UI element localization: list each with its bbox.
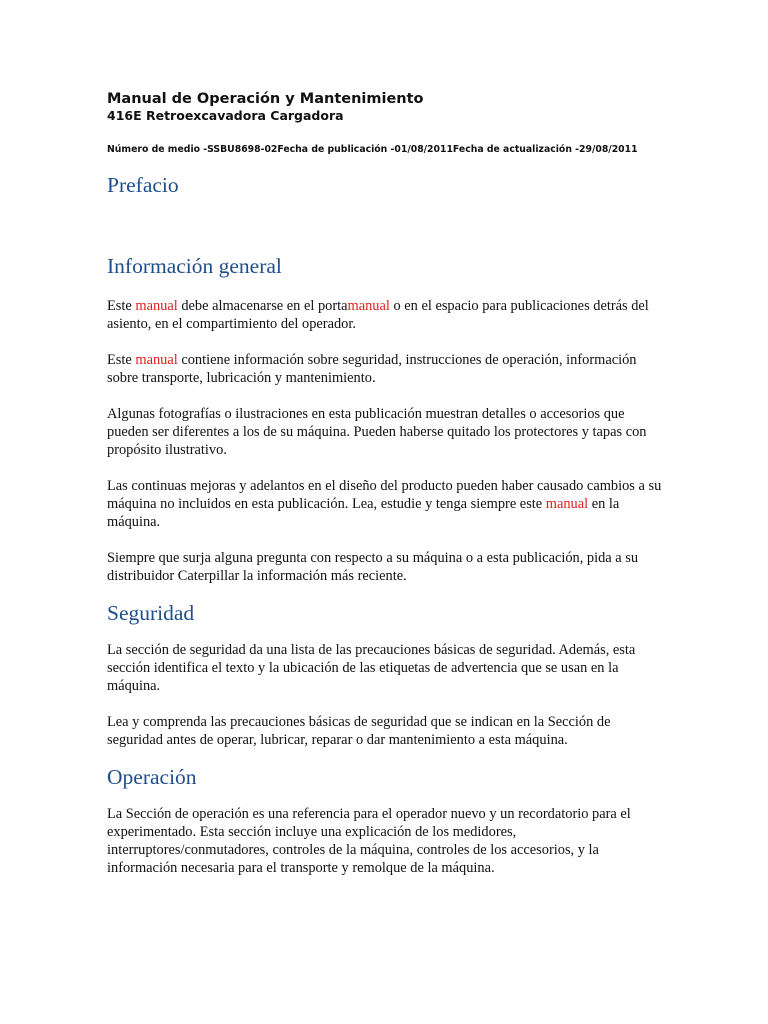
doc-subtitle: 416E Retroexcavadora Cargadora xyxy=(107,108,344,123)
publication-meta: Número de medio -SSBU8698-02Fecha de publicación -01/08/2011Fecha de actualización -29/08/2011 xyxy=(107,144,638,155)
paragraph-seguridad-2: Lea y comprenda las precauciones básicas de seguridad que se indican en la Sección de seguridad antes de operar, lubricar, reparar o dar mantenimiento a esta máquina. xyxy=(107,714,611,748)
paragraph-info-4: Las continuas mejoras y adelantos en el diseño del producto pueden haber causado cambios a su máquina no incluidos en esta publicación. Lea, estudie y tenga siempre este manual en la máquina. xyxy=(107,478,662,530)
manual-link[interactable]: manual xyxy=(545,496,589,512)
heading-seguridad: Seguridad xyxy=(107,601,195,625)
heading-prefacio: Prefacio xyxy=(107,173,179,197)
paragraph-operacion-1: La Sección de operación es una referencia para el operador nuevo y un recordatorio para el experimentado. Esta sección incluye una explicación de los medidores, interruptores/conmutadores, controles de la máquina, controles de los accesorios, y la información necesaria para el transporte y remolque de la máquina. xyxy=(107,806,631,876)
manual-link[interactable]: manual xyxy=(135,298,178,314)
document-page xyxy=(107,90,667,877)
paragraph-info-1: Este manual debe almacenarse en el portamanual o en el espacio para publicaciones detrás del asiento, en el compartimiento del operador. xyxy=(107,298,649,332)
heading-operacion: Operación xyxy=(107,765,197,789)
paragraph-info-2: Este manual contiene información sobre seguridad, instrucciones de operación, información sobre transporte, lubricación y mantenimiento. xyxy=(107,352,637,386)
paragraph-info-5: Siempre que surja alguna pregunta con respecto a su máquina o a esta publicación, pida a su distribuidor Caterpillar la información más reciente. xyxy=(107,550,639,584)
paragraph-seguridad-1: La sección de seguridad da una lista de las precauciones básicas de seguridad. Además, esta sección identifica el texto y la ubicación de las etiquetas de advertencia que se usan en la máquina. xyxy=(107,642,636,694)
manual-link[interactable]: manual xyxy=(347,298,390,314)
manual-link[interactable]: manual xyxy=(135,352,178,368)
doc-title: Manual de Operación y Mantenimiento xyxy=(107,91,424,107)
paragraph-info-3: Algunas fotografías o ilustraciones en esta publicación muestran detalles o accesorios que pueden ser diferentes a los de su máquina. Pueden haberse quitado los protectores y tapas con propósito ilustrativo. xyxy=(107,406,647,458)
heading-informacion-general: Información general xyxy=(107,254,282,278)
